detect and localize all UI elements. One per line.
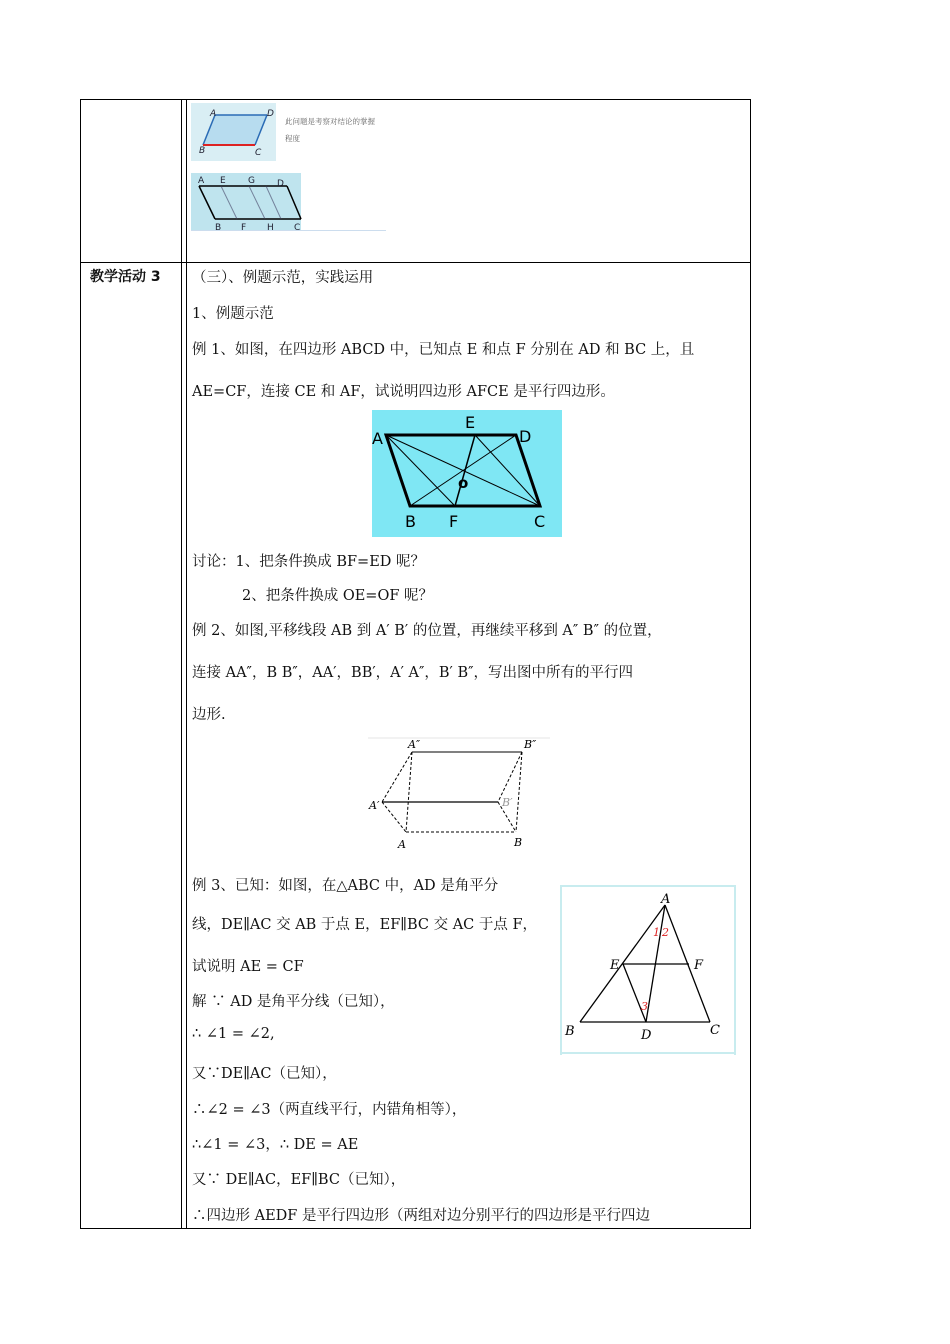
label-a: A [198,176,205,186]
parallelogram-figure-small [191,103,276,161]
label-a-double-prime: A″ [408,738,421,751]
example2-text-2: 连接 AA″，B B″，AA′，BB′，A′ A″，B′ B″，写出图中所有的平行四 [192,665,634,681]
column-divider [181,100,182,1228]
solution-line-3: 又∵DE∥AC（已知）， [192,1066,337,1082]
solution-line-7: ∴四边形 AEDF 是平行四边形（两组对边分别平行的四边形是平行四边 [192,1208,650,1224]
example1-text-2: AE=CF，连接 CE 和 AF，试说明四边形 AFCE 是平行四边形。 [192,384,615,400]
solution-line-6: 又∵ DE∥AC，EF∥BC（已知）， [192,1172,406,1188]
example-heading: 1、例题示范 [192,306,274,322]
label-b: B [199,146,206,156]
angle-3-label: 3 [641,1000,648,1013]
column-divider-inner [186,100,187,1228]
example2-text-1: 例 2、如图,平移线段 AB 到 A′ B′ 的位置，再继续平移到 A″ B″ 的位置， [192,623,662,639]
solution-line-2: ∴ ∠1 = ∠2, [192,1026,275,1042]
label-f: F [694,958,704,973]
label-a: A [398,838,406,851]
label-d: D [277,179,284,189]
label-b-double-prime: B″ [524,738,537,751]
label-b: B [514,836,523,849]
discussion-2: 2、把条件换成 OE=OF 呢？ [242,588,434,604]
example3-text-3: 试说明 AE = CF [192,959,304,975]
label-a: A [372,429,383,448]
label-a: A [661,892,671,907]
solution-line-1: 解 ∵ AD 是角平分线（已知）， [192,994,395,1010]
example1-figure [372,410,562,537]
label-d: D [641,1028,652,1043]
label-e: E [610,958,620,973]
example3-text-1: 例 3、已知：如图，在△ABC 中，AD 是角平分 [192,878,499,894]
example3-figure [560,885,736,1055]
solution-line-5: ∴∠1 = ∠3，∴ DE = AE [192,1137,359,1153]
figure-note-1: 此问题是考察对结论的掌握 [285,117,375,126]
label-b: B [215,223,222,231]
solution-line-4: ∴∠2 = ∠3（两直线平行，内错角相等）， [192,1102,467,1118]
label-f: F [241,223,247,231]
label-b-prime: B′ [502,796,513,809]
label-c: C [294,223,301,231]
label-d: D [267,109,274,119]
angle-1-label: 1 [653,926,660,939]
example2-figure [368,735,550,853]
label-b: B [405,512,416,531]
parallelogram-strip-figure [191,173,386,231]
row-divider [81,262,750,263]
angle-2-label: 2 [662,926,669,939]
figure-note-2: 程度 [285,134,300,143]
label-f: F [449,512,459,531]
label-g: G [248,176,255,186]
label-h: H [267,223,274,231]
discussion-1: 讨论：1、把条件换成 BF=ED 呢？ [192,554,426,570]
label-c: C [710,1023,720,1038]
section-heading: （三）、例题示范，实践运用 [192,270,374,286]
example1-text-1: 例 1、如图，在四边形 ABCD 中，已知点 E 和点 F 分别在 AD 和 BC 上，且 [192,342,695,358]
label-e: E [220,176,226,186]
example2-text-3: 边形. [192,707,226,723]
example3-text-2: 线，DE∥AC 交 AB 于点 E，EF∥BC 交 AC 于点 F， [192,917,538,933]
label-e: E [465,413,476,432]
label-a: A [210,109,217,119]
label-b: B [565,1024,575,1039]
label-c: C [534,512,546,531]
label-c: C [255,148,262,158]
label-d: D [519,427,532,446]
activity-label: 教学活动 3 [90,269,161,285]
label-o: o [458,474,469,492]
label-a-prime: A′ [369,799,380,812]
